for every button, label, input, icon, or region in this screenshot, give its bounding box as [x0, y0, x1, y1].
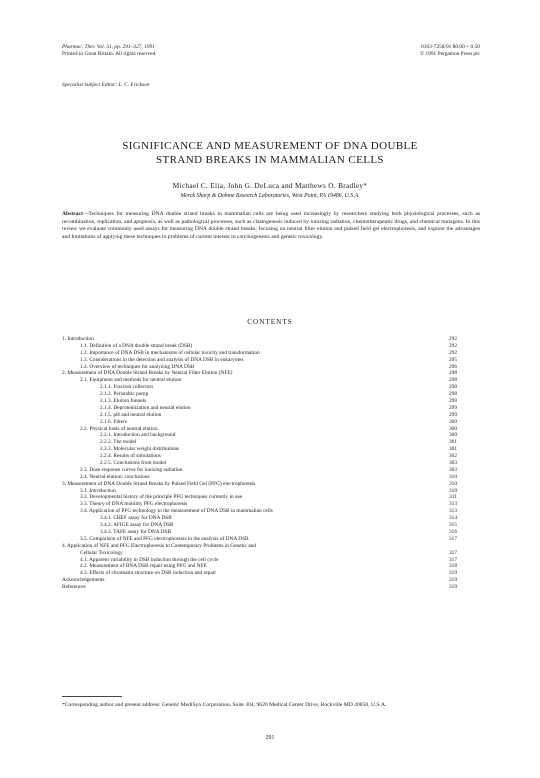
toc-entry-title: 1.4. Overview of techniques for analyzing DNA DSB — [80, 363, 195, 370]
toc-entry-title: 1.2. Importance of DNA DSB in mechanisms of cellular toxicity and transformation — [80, 349, 260, 356]
toc-entry — [62, 522, 457, 529]
page-number: 291 — [265, 735, 275, 741]
toc-entry-title: 4. Application of NFE and PFG Electrophoresis to Contemporary Problems in Genetic and — [62, 542, 256, 549]
toc-entry-page: 313 — [448, 508, 457, 515]
toc-entry-title: 3.2. Developmental history of the principle PFG techniques currently in use — [80, 494, 243, 501]
toc-entry-title: 2.2.5. Conclusions from model — [100, 460, 167, 467]
toc-entry-title: 4.1. Apparent variability in DSB induction through the cell cycle — [80, 556, 219, 563]
toc-entry-page: 292 — [448, 342, 457, 349]
abstract-text: —Techniques for measuring DNA double strand breaks in mammalian cells are being used increasingly by researchers studying both physiological processes, such as recombination, replication, and apoptosis, as well as pathological processes, such as clastogenesis induced by ionizing radiation, chemotherapeutic drugs, and chemical mutagens. In this review we evaluate commonly used assays for measuring DNA double strand breaks, focusing on neutral filter elution and pulsed field gel electrophoresis, and explore the advantages and limitations of applying these techniques to problems of current interest in carcinogenesis and genetic toxicology. — [62, 211, 480, 241]
toc-entry-title: 2. Measurement of DNA Double Strand Breaks by Neutral Filter Elution (NFE) — [62, 370, 233, 377]
toc-entry-title: 3.3. Theory of DNA mobility PFG electrophoresis — [80, 501, 188, 508]
article-title — [40, 139, 500, 167]
toc-entry-page: 303 — [448, 466, 457, 473]
toc-entry-page: 292 — [448, 336, 457, 342]
toc-entry — [62, 550, 457, 557]
toc-entry-title: 3.4. Application of PFG technology to the measurement of DNA DSB in mammalian cells — [80, 508, 273, 515]
toc-entry-title: 2.1.3. Elution funnels — [100, 398, 147, 405]
journal-line-2: Printed in Great Britain. All rights reserved. — [62, 51, 157, 57]
toc-entry-title: 2.1.6. Filters — [100, 418, 128, 425]
toc-entry-page: 310 — [448, 480, 457, 487]
toc-entry — [62, 474, 457, 481]
toc-entry — [62, 357, 457, 364]
toc-entry-page: 310 — [448, 473, 457, 480]
toc-entry-title: 4.3. Effects of chromatin structure on DSB induction and repair — [80, 570, 216, 577]
toc-entry — [62, 391, 457, 398]
title-line-2: STRAND BREAKS IN MAMMALIAN CELLS — [156, 154, 384, 166]
toc-entry-title: 2.2. Physical basis of neutral elution — [80, 425, 158, 432]
toc-entry-title: 2.4. Neutral elution: conclusions — [80, 473, 150, 480]
toc-entry — [62, 343, 457, 350]
toc-entry — [62, 377, 457, 384]
toc-entry — [62, 577, 457, 584]
toc-entry-title: 2.2.2. The model — [100, 439, 137, 446]
toc-entry-title: 2.1.4. Deproteinization and neutral elution — [100, 404, 191, 411]
toc-entry-title: 3.4.3. TAFE assay for DNA DSB — [100, 528, 172, 535]
toc-entry-title: 3.1. Introduction — [80, 487, 116, 494]
toc-entry-title: 2.2.3. Molecular weight distributions — [100, 446, 180, 453]
toc-entry-title: 2.2.4. Results of simulations — [100, 453, 161, 460]
contents-heading: CONTENTS — [247, 318, 293, 326]
toc-entry-page: 300 — [448, 432, 457, 439]
table-of-contents — [62, 336, 457, 591]
toc-entry-page: 311 — [449, 494, 457, 501]
toc-entry-title: 3.4.2. AFIGE assay for DNA DSB — [100, 522, 174, 529]
toc-entry-title: Acknowledgements — [62, 577, 105, 584]
toc-entry — [62, 536, 457, 543]
subject-editor: Specialist Subject Editor: L. C. Erickson — [62, 82, 150, 88]
toc-entry — [62, 350, 457, 357]
toc-entry-page: 319 — [448, 570, 457, 577]
toc-entry-title: 2.1. Equipment and methods for neutral elution — [80, 377, 182, 384]
toc-entry — [62, 515, 457, 522]
footnote-rule — [62, 696, 122, 697]
toc-entry-title: 2.2.1. Introduction and background — [100, 432, 176, 439]
toc-entry-page: 298 — [448, 384, 457, 391]
toc-entry — [62, 460, 457, 467]
toc-entry-page: 298 — [448, 377, 457, 384]
toc-entry-page: 314 — [448, 515, 457, 522]
abstract — [62, 211, 480, 242]
toc-entry — [62, 336, 457, 343]
toc-entry — [62, 432, 457, 439]
toc-entry-page: 302 — [448, 453, 457, 460]
toc-entry — [62, 439, 457, 446]
toc-entry — [62, 467, 457, 474]
toc-entry — [62, 453, 457, 460]
toc-entry-page: 318 — [448, 563, 457, 570]
toc-entry-title: References — [62, 584, 86, 591]
toc-entry — [62, 426, 457, 433]
corresponding-author-footnote: *Corresponding author and present address: Genetic MediSyn Corporation, Suite 304, 9620 Medical Center Drive, Rockville MD 20850, U.S.A. — [62, 702, 387, 708]
toc-entry-title: 3.5. Comparison of NFE and PFG electrophoresis in the analysis of DNA DSB — [80, 535, 249, 542]
affiliation: Merck Sharp & Dohme Research Laboratories, West Point, PA 19486, U.S.A. — [180, 193, 360, 199]
toc-entry-title: Cellular Toxicology — [80, 549, 123, 556]
toc-entry — [62, 419, 457, 426]
copyright-line: © 1991 Pergamon Press plc — [420, 51, 480, 57]
toc-entry-page: 299 — [448, 404, 457, 411]
toc-entry-page: 300 — [448, 425, 457, 432]
toc-entry-page: 319 — [448, 584, 457, 591]
toc-entry-title: 1. Introduction — [62, 336, 94, 342]
toc-entry-page: 296 — [448, 363, 457, 370]
toc-entry — [62, 384, 457, 391]
toc-entry-page: 317 — [448, 556, 457, 563]
toc-entry-title: 1.3. Considerations in the detection and analysis of DNA DSB in eukaryotes — [80, 356, 244, 363]
toc-entry-title: 2.1.1. Fraction collectors — [100, 384, 154, 391]
toc-entry — [62, 481, 457, 488]
toc-entry-page: 303 — [448, 460, 457, 467]
toc-entry-title: 3.4.1. CHEF assay for DNA DSB — [100, 515, 172, 522]
journal-line-1: Pharmac. Ther. Vol. 51, pp. 291–327, 1991 — [62, 44, 155, 50]
toc-entry-page: 310 — [448, 487, 457, 494]
toc-entry-title: 4.2. Measurement of DNA DSB repair using PFG and NFE — [80, 563, 207, 570]
toc-entry-page: 317 — [448, 535, 457, 542]
toc-entry-page: 298 — [448, 370, 457, 377]
toc-entry — [62, 570, 457, 577]
toc-entry-page: 298 — [448, 391, 457, 398]
toc-entry-title: 2.1.2. Peristaltic pump — [100, 391, 149, 398]
toc-entry-title: 2.3. Dose response curves for ionizing radiation — [80, 466, 183, 473]
toc-entry-title: 2.1.5. pH and neutral elution — [100, 411, 162, 418]
toc-entry — [62, 529, 457, 536]
toc-entry-page: 315 — [448, 522, 457, 529]
toc-entry-page: 301 — [448, 446, 457, 453]
toc-entry — [62, 543, 457, 550]
toc-entry-page: 319 — [448, 577, 457, 584]
toc-entry-title: 3. Measurement of DNA Double Strand Breaks by Pulsed Field Gel (PFG) electrophoresis — [62, 480, 256, 487]
toc-entry-page: 298 — [448, 398, 457, 405]
toc-entry — [62, 398, 457, 405]
toc-entry — [62, 405, 457, 412]
toc-entry-page: 317 — [448, 549, 457, 556]
abstract-label: Abstract — [62, 211, 83, 217]
toc-entry-page: 295 — [448, 356, 457, 363]
toc-entry-page: 301 — [448, 439, 457, 446]
toc-entry-page: 313 — [448, 501, 457, 508]
toc-entry-page: 292 — [448, 349, 457, 356]
journal-citation — [62, 44, 157, 58]
issn-line: 0163-7258/91 $0.00 + 0.50 — [421, 44, 480, 50]
toc-entry-page: 316 — [448, 528, 457, 535]
toc-entry-page: 299 — [448, 411, 457, 418]
toc-entry-page: 300 — [448, 418, 457, 425]
author-list: Michael C. Elia, John G. DeLuca and Matthews O. Bradley* — [172, 181, 368, 190]
copyright-block — [330, 44, 480, 58]
toc-entry — [62, 412, 457, 419]
toc-entry-title: 1.1. Definition of a DNA double strand break (DSB) — [80, 342, 193, 349]
toc-entry — [62, 584, 457, 591]
title-line-1: SIGNIFICANCE AND MEASUREMENT OF DNA DOUBLE — [122, 140, 418, 152]
